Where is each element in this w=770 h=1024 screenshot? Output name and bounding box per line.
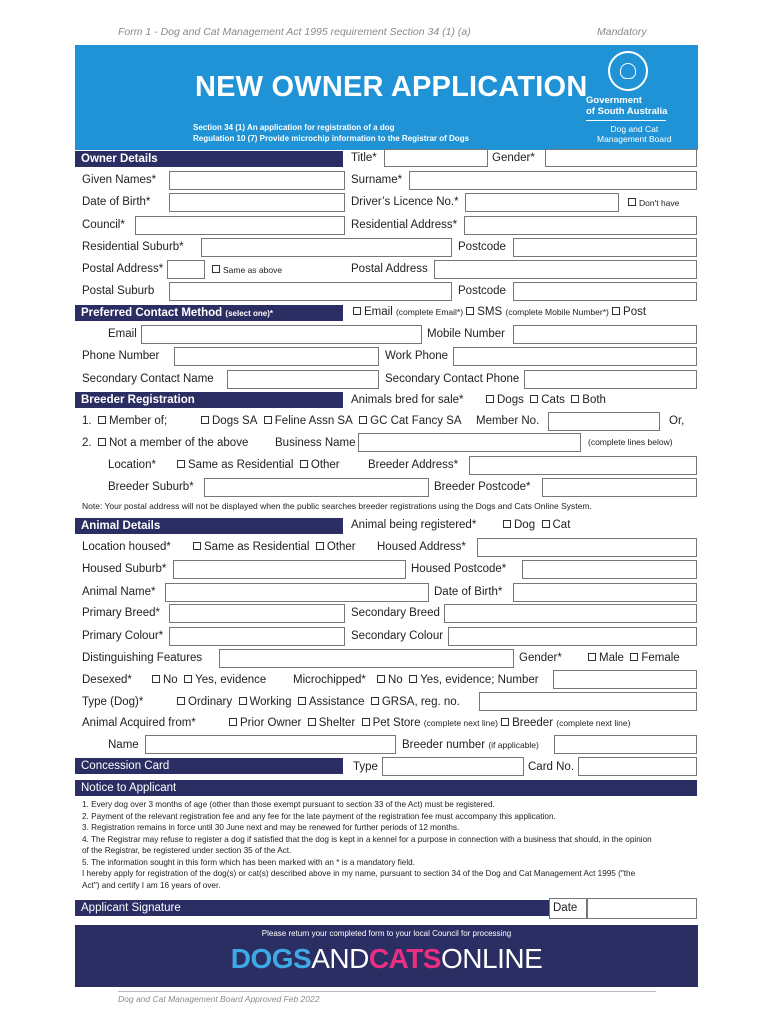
breeder-postcode-label: Breeder Postcode* <box>434 481 531 493</box>
notice-item: Act") and certify I am 16 years of over. <box>82 880 221 890</box>
housed-same-res-label: Same as Residential <box>204 541 310 553</box>
secondary-colour-field[interactable] <box>448 627 697 646</box>
seller-name-label: Name <box>108 739 139 751</box>
same-as-above-label: Same as above <box>223 265 283 275</box>
not-member-row <box>82 437 248 449</box>
gov-line-1: Government <box>586 95 642 106</box>
phone-field[interactable] <box>174 347 379 366</box>
location-label: Location* <box>108 459 156 471</box>
grsa-checkbox[interactable] <box>371 697 379 705</box>
email-label: Email <box>108 328 137 340</box>
microchip-number-field[interactable] <box>553 670 697 689</box>
form-reference: Form 1 - Dog and Cat Management Act 1995 requirement Section 34 (1) (a) <box>118 26 471 38</box>
working-label: Working <box>249 696 292 708</box>
housed-suburb-field[interactable] <box>173 560 406 579</box>
animal-name-field[interactable] <box>165 583 429 602</box>
business-name-field[interactable] <box>358 433 581 452</box>
location-same-res-label: Same as Residential <box>188 459 294 471</box>
acquired-options <box>229 717 630 729</box>
postal-note: Note: Your postal address will not be displayed when the public searches breeder registrations using the Dogs and Cats Online System. <box>82 501 592 511</box>
given-names-label: Given Names* <box>82 174 157 186</box>
notice-item: I hereby apply for registration of the dog(s) or cat(s) described above in my name, pursuant to section 34 of the Dog and Cat Management Act 1995 ("the <box>82 869 636 878</box>
gc-cat-label: GC Cat Fancy SA <box>370 415 462 427</box>
card-no-field[interactable] <box>578 757 697 776</box>
dogs-sa-label: Dogs SA <box>212 415 258 427</box>
banner-subtitle <box>193 122 469 144</box>
female-checkbox[interactable] <box>630 653 638 661</box>
chip-yes-checkbox[interactable] <box>409 675 417 683</box>
sms-hint: (complete Mobile Number*) <box>505 307 609 317</box>
footer-banner <box>75 925 698 987</box>
chip-yes-label: Yes, evidence; Number <box>420 674 539 686</box>
breeder-number-text: Breeder number <box>402 739 486 751</box>
email-field[interactable] <box>141 325 422 344</box>
notice-item: 3. Registration remains in force until 30 June next and may be renewed for further periods of 12 months. <box>82 823 460 832</box>
section-breeder-registration: Breeder Registration <box>75 392 343 408</box>
section-notice: Notice to Applicant <box>75 780 697 796</box>
brand-online: ONLINE <box>441 943 543 974</box>
pet-store-hint: (complete next line) <box>423 718 498 728</box>
title-label: Title* <box>351 152 377 164</box>
notice-item: 5. The information sought in this form which has been marked with an * is a mandatory field. <box>82 857 415 867</box>
if-applicable-hint: (if applicable) <box>488 740 539 750</box>
section-animal-details: Animal Details <box>75 518 343 534</box>
brand-dogs: DOGS <box>230 943 312 974</box>
bred-cats-checkbox[interactable] <box>530 395 538 403</box>
notice-list <box>82 799 694 891</box>
residential-address-label: Residential Address* <box>351 219 458 231</box>
licence-label: Driver’s Licence No.* <box>351 196 459 208</box>
sms-option-label: SMS <box>477 306 503 318</box>
notice-item: 4. The Registrar may refuse to register a dog if satisfied that the dog is kept in a kennel for a purpose in connection with a business that should, in the opinion <box>82 834 652 844</box>
microchipped-options <box>377 674 539 686</box>
dont-have-label: Don't have <box>639 198 680 208</box>
location-housed-options <box>193 541 356 553</box>
location-other-label: Other <box>310 459 340 471</box>
distinguishing-label: Distinguishing Features <box>82 652 203 664</box>
secondary-colour-label: Secondary Colour <box>351 630 444 642</box>
residential-suburb-field[interactable] <box>201 238 452 257</box>
post-option-label: Post <box>623 306 647 318</box>
animals-bred-label: Animals bred for sale* <box>351 394 464 406</box>
contact-options <box>353 306 646 318</box>
desexed-label: Desexed* <box>82 674 132 686</box>
assistance-label: Assistance <box>308 696 365 708</box>
housed-same-res-checkbox[interactable] <box>193 542 201 550</box>
residential-suburb-label: Residential Suburb* <box>82 241 184 253</box>
housed-postcode-label: Housed Postcode* <box>411 563 507 575</box>
location-same-res-checkbox[interactable] <box>177 460 185 468</box>
contact-section-title: Preferred Contact Method <box>81 307 223 319</box>
member-row <box>82 415 167 427</box>
council-field[interactable] <box>135 216 345 235</box>
primary-breed-label: Primary Breed* <box>82 607 160 619</box>
animal-dob-label: Date of Birth* <box>434 586 503 598</box>
feline-checkbox[interactable] <box>264 416 272 424</box>
seller-name-field[interactable] <box>145 735 396 754</box>
gc-cat-checkbox[interactable] <box>359 416 367 424</box>
breeder-checkbox[interactable] <box>501 718 509 726</box>
complete-lines-hint: (complete lines below) <box>588 437 673 447</box>
housed-address-label: Housed Address* <box>377 541 466 553</box>
desexed-yes-label: Yes, evidence <box>195 674 267 686</box>
phone-label: Phone Number <box>82 350 160 362</box>
ordinary-label: Ordinary <box>188 696 233 708</box>
not-member-label: Not a member of the above <box>108 437 249 449</box>
desexed-yes-checkbox[interactable] <box>184 675 192 683</box>
work-phone-label: Work Phone <box>385 350 449 362</box>
postal-suburb-field[interactable] <box>169 282 452 301</box>
grsa-reg-field[interactable] <box>479 692 697 711</box>
same-as-above-checkbox[interactable] <box>212 265 220 273</box>
animal-cat-checkbox[interactable] <box>542 520 550 528</box>
working-checkbox[interactable] <box>239 697 247 705</box>
mobile-field[interactable] <box>513 325 697 344</box>
bred-cats-label: Cats <box>541 394 565 406</box>
breeder-postcode-field[interactable] <box>542 478 697 497</box>
south-australia-crest-icon <box>608 51 648 91</box>
given-names-field[interactable] <box>169 171 345 190</box>
board-line-1: Dog and Cat <box>610 124 659 134</box>
residential-address-field[interactable] <box>464 216 697 235</box>
member-no-field[interactable] <box>548 412 660 431</box>
breeder-option-label: Breeder <box>512 717 554 729</box>
animal-type-options <box>503 519 570 531</box>
postal-address-2-field[interactable] <box>434 260 697 279</box>
notice-item: 2. Payment of the relevant registration fee and any fee for the late payment of the registration fee must accompany this application. <box>82 811 556 821</box>
secondary-contact-phone-label: Secondary Contact Phone <box>385 373 520 385</box>
email-option-label: Email <box>364 306 393 318</box>
dont-have-option[interactable] <box>628 198 679 208</box>
member-orgs <box>201 415 462 427</box>
secondary-contact-phone-field[interactable] <box>524 370 697 389</box>
dogs-sa-checkbox[interactable] <box>201 416 209 424</box>
item-number-1: 1. <box>82 415 92 427</box>
breeder-number-field[interactable] <box>554 735 697 754</box>
dob-label: Date of Birth* <box>82 196 151 208</box>
distinguishing-field[interactable] <box>219 649 514 668</box>
bred-both-checkbox[interactable] <box>571 395 579 403</box>
primary-colour-label: Primary Colour* <box>82 630 164 642</box>
logo-divider <box>586 120 666 121</box>
housed-postcode-field[interactable] <box>522 560 697 579</box>
gender-label: Gender* <box>492 152 535 164</box>
animal-dog-checkbox[interactable] <box>503 520 511 528</box>
animal-dob-field[interactable] <box>513 583 697 602</box>
banner-subtitle-2: Regulation 10 (7) Provide microchip information to the Registrar of Dogs <box>193 134 470 143</box>
gender-field[interactable] <box>545 149 697 167</box>
mandatory-label: Mandatory <box>597 26 647 38</box>
ordinary-checkbox[interactable] <box>177 697 185 705</box>
assistance-checkbox[interactable] <box>298 697 306 705</box>
sms-checkbox[interactable] <box>466 307 474 315</box>
date-label: Date <box>553 902 578 914</box>
breeder-hint: (complete next line) <box>556 718 631 728</box>
breeder-address-field[interactable] <box>469 456 697 475</box>
concession-type-label: Type <box>353 761 378 773</box>
location-other-checkbox[interactable] <box>300 460 308 468</box>
breeder-address-label: Breeder Address* <box>368 459 459 471</box>
feline-label: Feline Assn SA <box>274 415 353 427</box>
bottom-rule <box>118 991 656 992</box>
section-contact-method <box>75 305 343 321</box>
chip-no-label: No <box>388 674 403 686</box>
gov-line-2: of South Australia <box>586 106 668 117</box>
male-checkbox[interactable] <box>588 653 596 661</box>
page-title: NEW OWNER APPLICATION <box>195 71 588 103</box>
brand-cats: CATS <box>368 943 441 974</box>
secondary-contact-name-label: Secondary Contact Name <box>82 373 214 385</box>
postcode-field[interactable] <box>513 238 697 257</box>
grsa-label: GRSA, reg. no. <box>381 696 460 708</box>
dont-have-checkbox[interactable] <box>628 198 636 206</box>
pet-store-checkbox[interactable] <box>362 718 370 726</box>
postcode-2-field[interactable] <box>513 282 697 301</box>
desexed-no-checkbox[interactable] <box>152 675 160 683</box>
secondary-contact-name-field[interactable] <box>227 370 379 389</box>
member-no-label: Member No. <box>476 415 540 427</box>
surname-field[interactable] <box>409 171 697 190</box>
animal-cat-label: Cat <box>552 519 571 531</box>
desexed-options <box>152 674 266 686</box>
section-concession-card: Concession Card <box>75 758 343 774</box>
business-name-label: Business Name <box>275 437 356 449</box>
animal-name-label: Animal Name* <box>82 586 156 598</box>
location-options <box>177 459 340 471</box>
work-phone-field[interactable] <box>453 347 697 366</box>
postal-address-label: Postal Address* <box>82 263 164 275</box>
male-label: Male <box>599 652 624 664</box>
card-no-label: Card No. <box>528 761 575 773</box>
location-housed-label: Location housed* <box>82 541 171 553</box>
member-of-label: Member of; <box>108 415 168 427</box>
not-member-checkbox[interactable] <box>98 438 106 446</box>
chip-no-checkbox[interactable] <box>377 675 385 683</box>
shelter-checkbox[interactable] <box>308 718 316 726</box>
government-logo-text <box>586 95 667 117</box>
member-of-checkbox[interactable] <box>98 416 106 424</box>
or-label: Or, <box>669 415 685 427</box>
same-as-above-option[interactable] <box>212 265 282 275</box>
dob-field[interactable] <box>169 193 345 212</box>
notice-item: 1. Every dog over 3 months of age (other than those exempt pursuant to section 33 of the Act) must be registered. <box>82 800 495 809</box>
postal-address-field[interactable] <box>167 260 205 279</box>
banner-subtitle-1: Section 34 (1) An application for registration of a dog <box>193 123 395 132</box>
bred-dogs-label: Dogs <box>497 394 524 406</box>
breeder-suburb-label: Breeder Suburb* <box>108 481 194 493</box>
housed-address-field[interactable] <box>477 538 697 557</box>
breeder-number-label <box>402 739 539 751</box>
prior-owner-checkbox[interactable] <box>229 718 237 726</box>
housed-other-label: Other <box>326 541 356 553</box>
email-checkbox[interactable] <box>353 307 361 315</box>
return-message: Please return your completed form to your local Council for processing <box>261 929 512 938</box>
animal-dog-label: Dog <box>514 519 536 531</box>
breeder-suburb-field[interactable] <box>204 478 429 497</box>
date-field[interactable] <box>587 898 697 919</box>
microchipped-label: Microchipped* <box>293 674 366 686</box>
housed-other-checkbox[interactable] <box>316 542 324 550</box>
bred-both-label: Both <box>582 394 606 406</box>
dogs-and-cats-online-logo <box>75 943 698 975</box>
female-label: Female <box>641 652 680 664</box>
housed-suburb-label: Housed Suburb* <box>82 563 167 575</box>
postal-address-2-label: Postal Address <box>351 263 428 275</box>
acquired-label: Animal Acquired from* <box>82 717 196 729</box>
item-number-2: 2. <box>82 437 92 449</box>
secondary-breed-field[interactable] <box>444 604 697 623</box>
select-one-hint: (select one)* <box>225 309 273 318</box>
approval-note: Dog and Cat Management Board Approved Feb 2022 <box>118 994 320 1004</box>
postcode-2-label: Postcode <box>458 285 506 297</box>
board-line-2: Management Board <box>597 134 672 144</box>
header-banner <box>75 45 698 150</box>
type-dog-options <box>177 696 460 708</box>
licence-field[interactable] <box>465 193 619 212</box>
shelter-label: Shelter <box>318 717 356 729</box>
section-owner-details: Owner Details <box>75 151 343 167</box>
animals-bred-options <box>486 394 606 406</box>
board-logo-text <box>597 124 672 144</box>
council-label: Council* <box>82 219 125 231</box>
surname-label: Surname* <box>351 174 403 186</box>
title-field[interactable] <box>384 149 488 167</box>
section-applicant-signature: Applicant Signature <box>75 900 549 916</box>
notice-item: of the Registrar, be registered under section 35 of the Act. <box>82 846 292 855</box>
brand-and: AND <box>311 943 369 974</box>
post-checkbox[interactable] <box>612 307 620 315</box>
type-dog-label: Type (Dog)* <box>82 696 144 708</box>
animal-being-registered-label: Animal being registered* <box>351 519 477 531</box>
concession-type-field[interactable] <box>382 757 524 776</box>
pet-store-label: Pet Store <box>372 717 421 729</box>
primary-breed-field[interactable] <box>169 604 345 623</box>
primary-colour-field[interactable] <box>169 627 345 646</box>
postal-suburb-label: Postal Suburb <box>82 285 155 297</box>
bred-dogs-checkbox[interactable] <box>486 395 494 403</box>
prior-owner-label: Prior Owner <box>240 717 302 729</box>
postcode-label: Postcode <box>458 241 506 253</box>
secondary-breed-label: Secondary Breed <box>351 607 440 619</box>
mobile-label: Mobile Number <box>427 328 505 340</box>
desexed-no-label: No <box>163 674 178 686</box>
animal-gender-label: Gender* <box>519 652 562 664</box>
email-hint: (complete Email*) <box>395 307 464 317</box>
animal-gender-options <box>588 652 680 664</box>
